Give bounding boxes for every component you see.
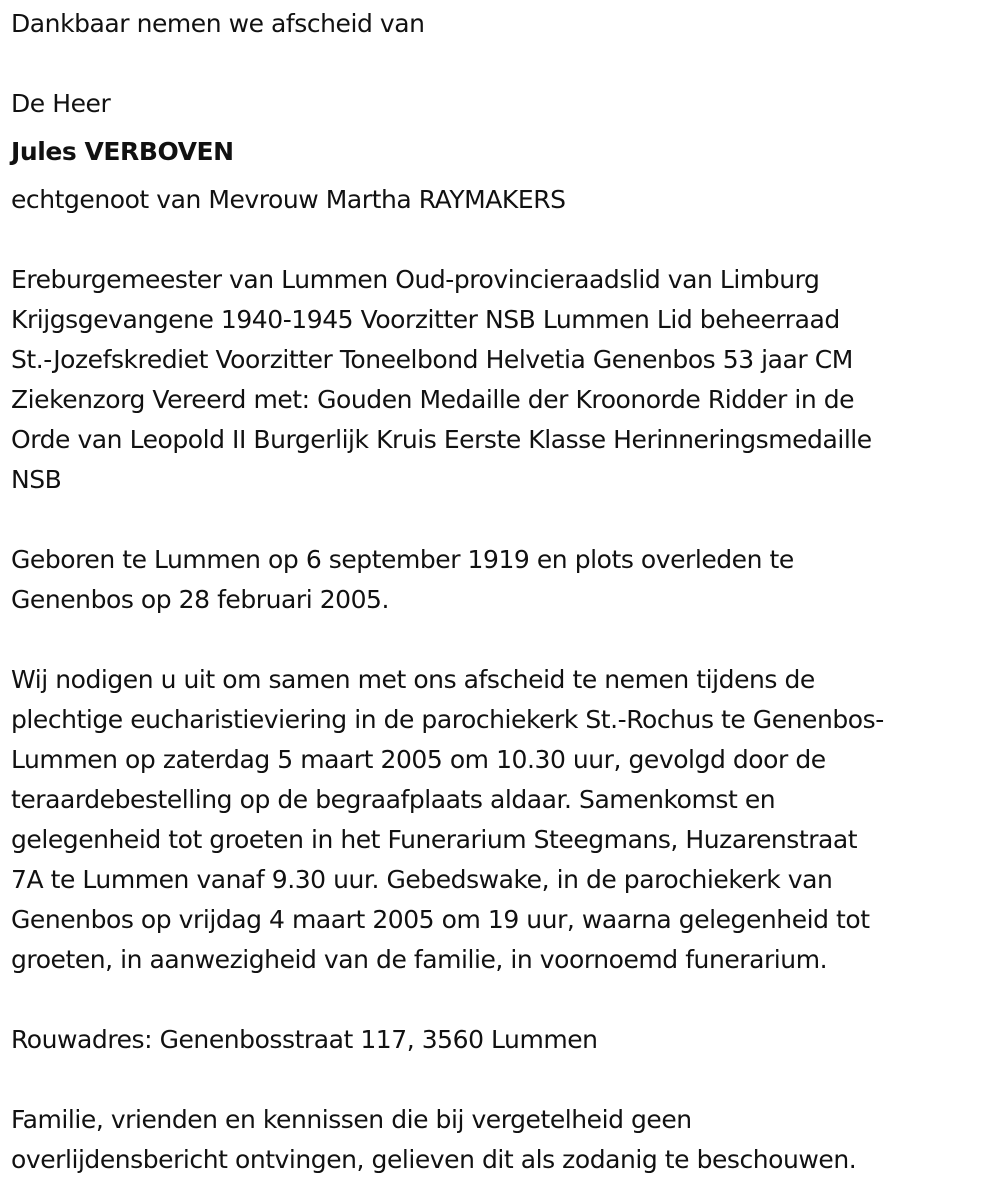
spouse-line: echtgenoot van Mevrouw Martha RAYMAKERS: [11, 185, 566, 214]
titles-line: Krijgsgevangene 1940-1945 Voorzitter NSB Lummen Lid beheerraad: [11, 305, 840, 334]
deceased-name: Jules VERBOVEN: [11, 137, 234, 166]
address-paragraph: [11, 1020, 986, 1060]
ceremony-line: 7A te Lummen vanaf 9.30 uur. Gebedswake, in de parochiekerk van: [11, 865, 833, 894]
ceremony-line: teraardebestelling op de begraafplaats aldaar. Samenkomst en: [11, 785, 776, 814]
titles-line: Ziekenzorg Vereerd met: Gouden Medaille der Kroonorde Ridder in de: [11, 385, 855, 414]
intro-text: Dankbaar nemen we afscheid van: [11, 9, 425, 38]
titles-line: NSB: [11, 465, 62, 494]
ceremony-paragraph: [11, 660, 986, 980]
closing-paragraph: [11, 1100, 986, 1180]
ceremony-line: gelegenheid tot groeten in het Funerarium Steegmans, Huzarenstraat: [11, 825, 858, 854]
obituary-notice: [11, 0, 986, 1180]
birth-death-line: Genenbos op 28 februari 2005.: [11, 585, 390, 614]
closing-line: Familie, vrienden en kennissen die bij vergetelheid geen: [11, 1105, 692, 1134]
ceremony-line: Wij nodigen u uit om samen met ons afscheid te nemen tijdens de: [11, 665, 815, 694]
funeral-address: Rouwadres: Genenbosstraat 117, 3560 Lummen: [11, 1025, 598, 1054]
ceremony-line: groeten, in aanwezigheid van de familie, in voornoemd funerarium.: [11, 945, 828, 974]
salutation: De Heer: [11, 89, 111, 118]
birth-death-paragraph: [11, 540, 986, 620]
titles-line: Orde van Leopold II Burgerlijk Kruis Eerste Klasse Herinneringsmedaille: [11, 425, 872, 454]
ceremony-line: Lummen op zaterdag 5 maart 2005 om 10.30 uur, gevolgd door de: [11, 745, 826, 774]
birth-death-line: Geboren te Lummen op 6 september 1919 en plots overleden te: [11, 545, 794, 574]
ceremony-line: Genenbos op vrijdag 4 maart 2005 om 19 uur, waarna gelegenheid tot: [11, 905, 870, 934]
closing-line: overlijdensbericht ontvingen, gelieven dit als zodanig te beschouwen.: [11, 1145, 857, 1174]
ceremony-line: plechtige eucharistieviering in de parochiekerk St.-Rochus te Genenbos-: [11, 705, 884, 734]
titles-line: Ereburgemeester van Lummen Oud-provincieraadslid van Limburg: [11, 265, 820, 294]
titles-paragraph: [11, 260, 986, 500]
titles-line: St.-Jozefskrediet Voorzitter Toneelbond Helvetia Genenbos 53 jaar CM: [11, 345, 853, 374]
